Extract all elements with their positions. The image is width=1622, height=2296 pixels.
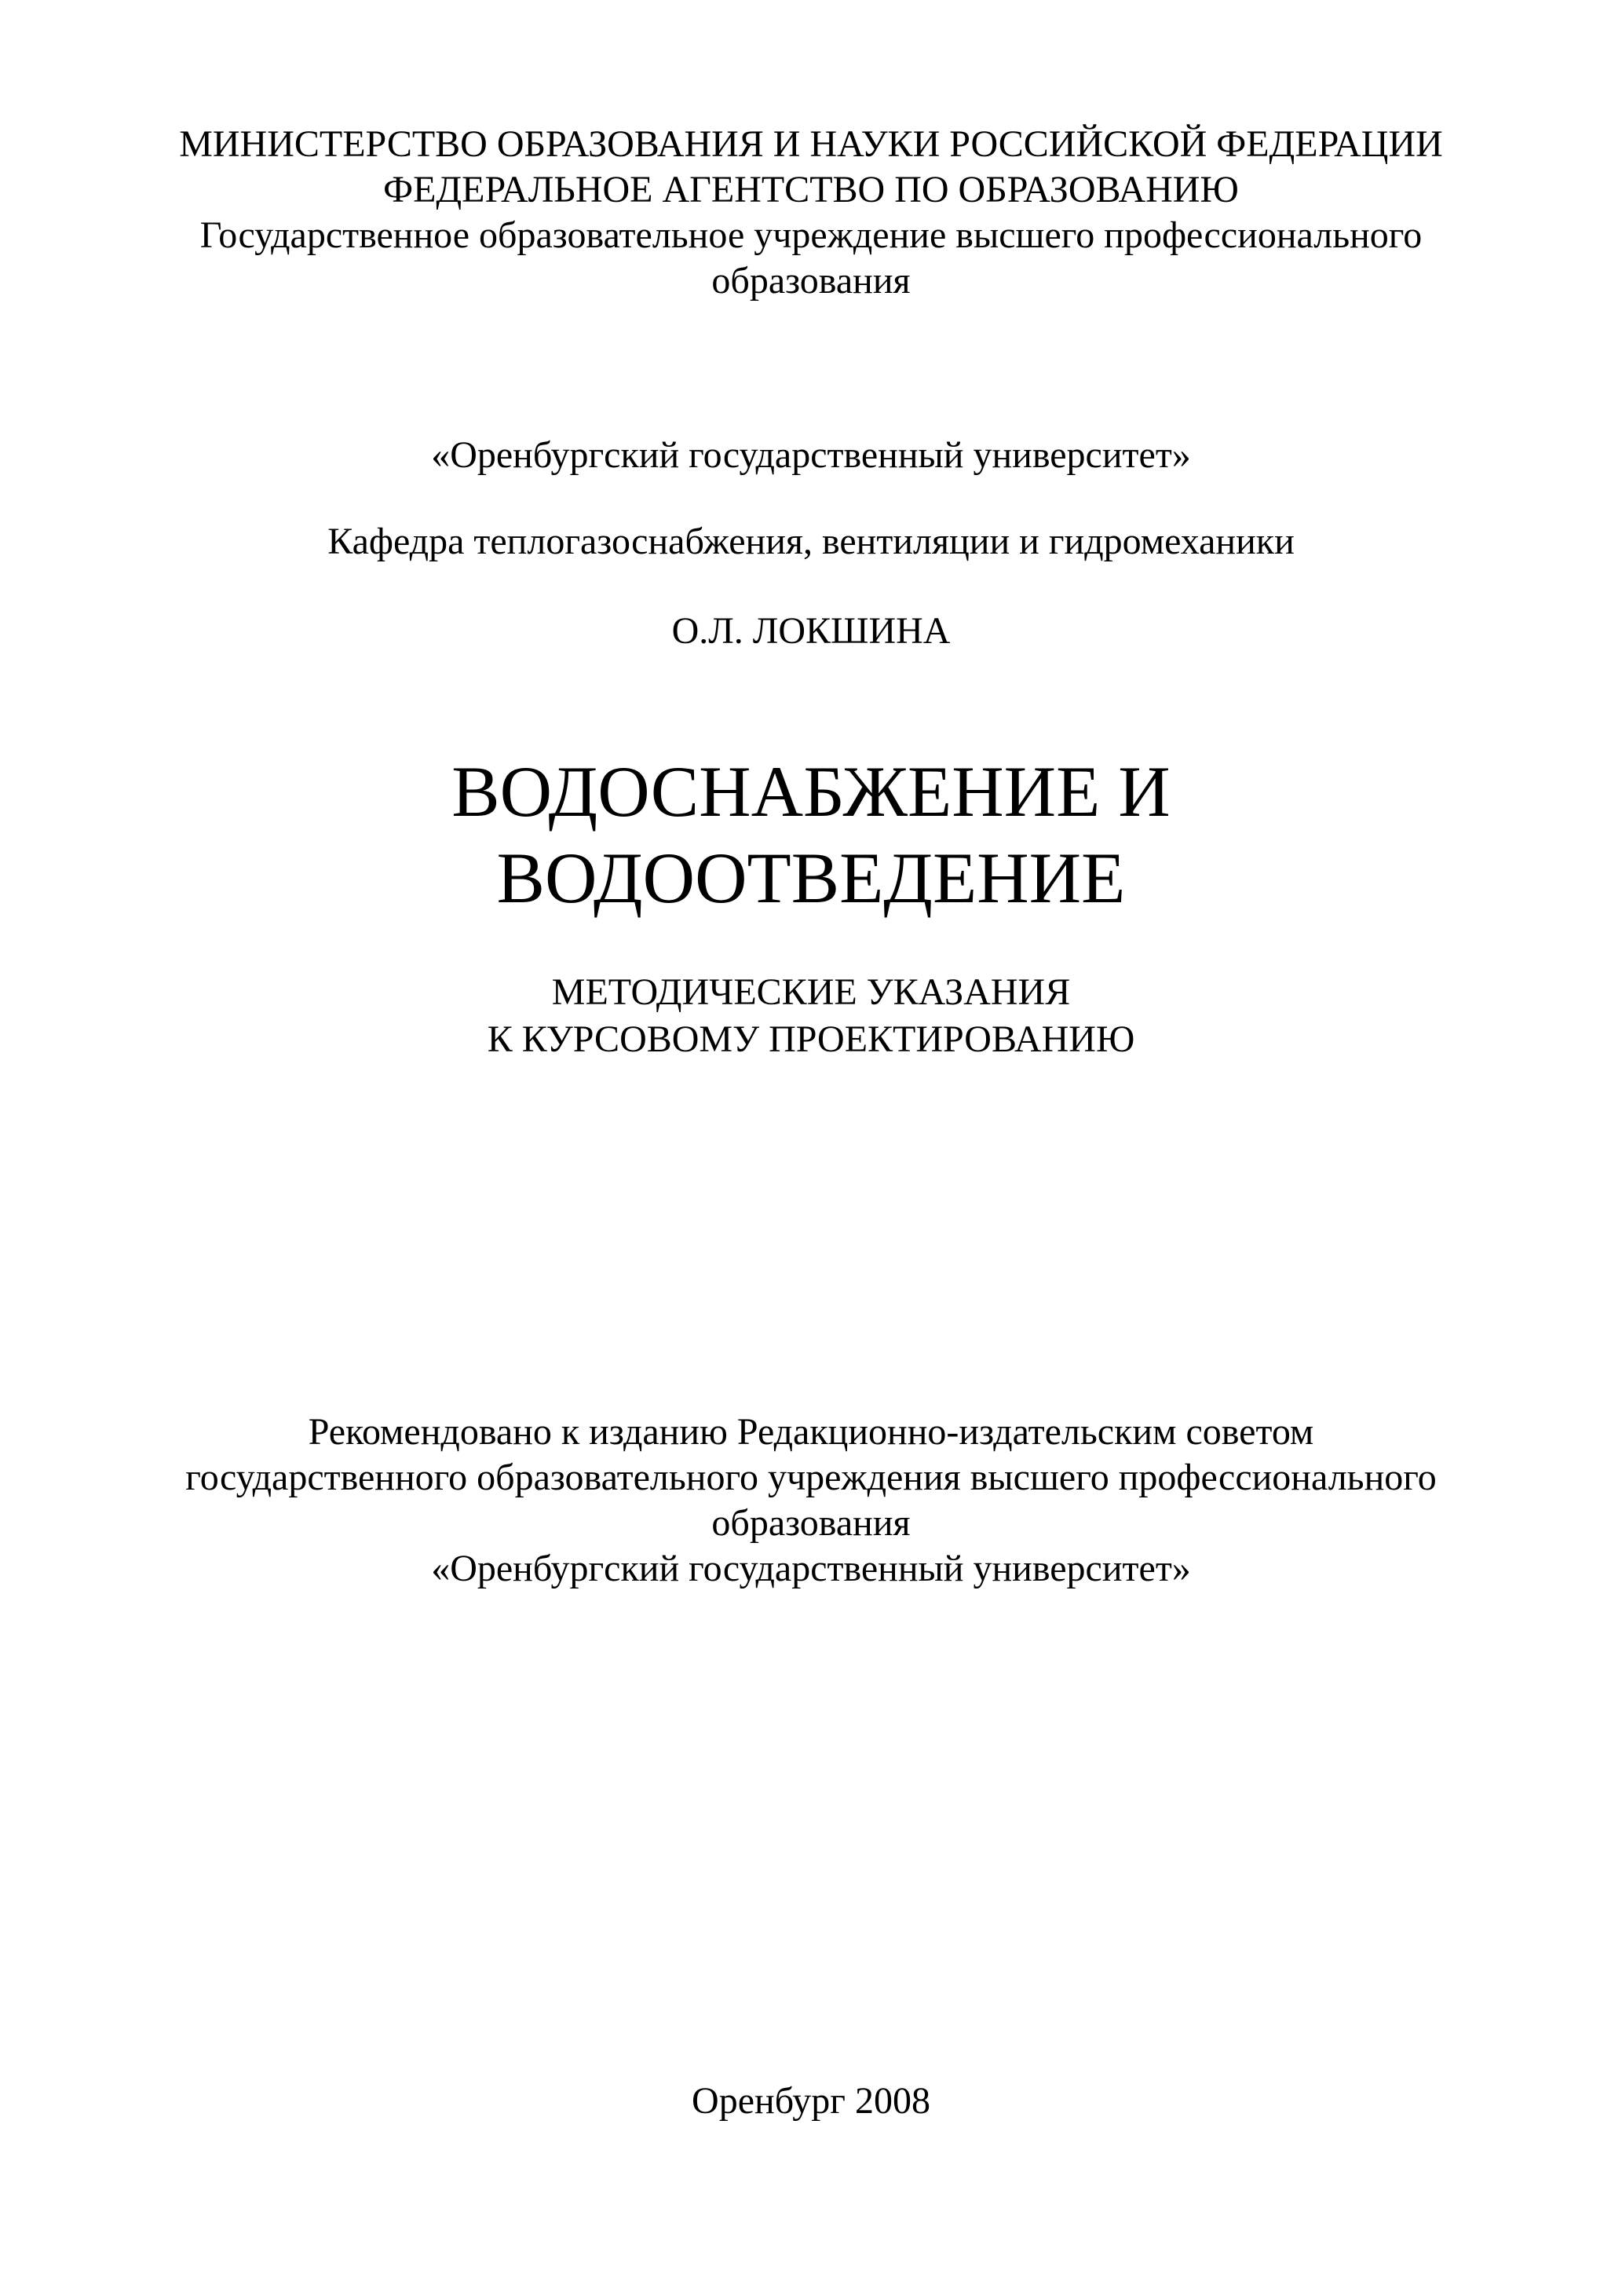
recommendation-line-2: государственного образовательного учреждения высшего профессионального bbox=[185, 1457, 1437, 1498]
document-title-line-2: ВОДООТВЕДЕНИЕ bbox=[496, 838, 1126, 918]
document-title-line-1: ВОДОСНАБЖЕНИЕ И bbox=[451, 751, 1171, 832]
recommendation-line-4: «Оренбургский государственный университет» bbox=[431, 1548, 1191, 1589]
institution-line-1: Государственное образовательное учреждение высшего профессионального bbox=[199, 214, 1423, 256]
document-subtitle-line-1: МЕТОДИЧЕСКИЕ УКАЗАНИЯ bbox=[551, 971, 1071, 1013]
recommendation-line-1: Рекомендовано к изданию Редакционно-издательским советом bbox=[308, 1411, 1314, 1453]
ministry-heading: МИНИСТЕРСТВО ОБРАЗОВАНИЯ И НАУКИ РОССИЙСКОЙ ФЕДЕРАЦИИ bbox=[179, 123, 1443, 165]
author-name: О.Л. ЛОКШИНА bbox=[671, 610, 951, 652]
recommendation-line-3: образования bbox=[711, 1502, 911, 1544]
department-name: Кафедра теплогазоснабжения, вентиляции и гидромеханики bbox=[327, 521, 1295, 562]
document-subtitle-line-2: К КУРСОВОМУ ПРОЕКТИРОВАНИЮ bbox=[487, 1018, 1135, 1060]
agency-heading: ФЕДЕРАЛЬНОЕ АГЕНТСТВО ПО ОБРАЗОВАНИЮ bbox=[383, 169, 1239, 210]
institution-line-2: образования bbox=[711, 260, 911, 302]
university-name: «Оренбургский государственный университет» bbox=[431, 434, 1191, 476]
imprint-city-year: Оренбург 2008 bbox=[692, 2080, 930, 2122]
